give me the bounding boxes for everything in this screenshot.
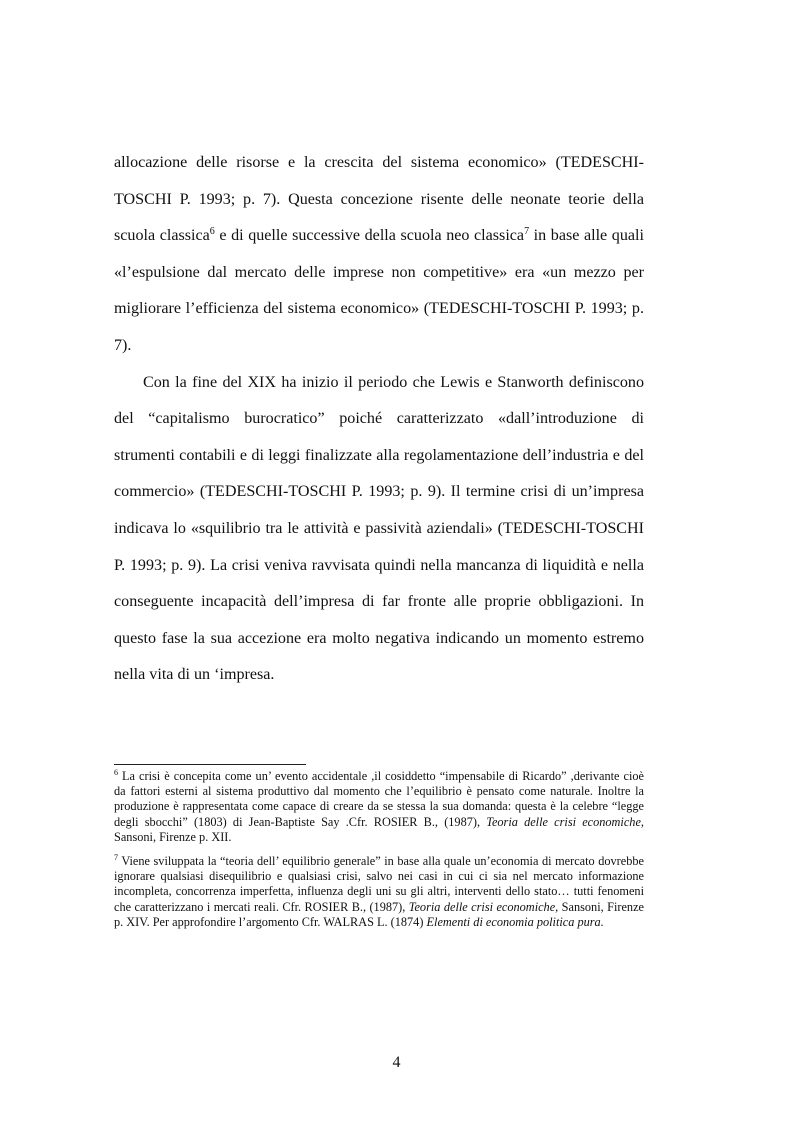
- paragraph-1-text-c: in base alle quali «l’espulsione dal mercato delle imprese non competitive» era «un mezzo per migliorare l’efficienza del sistema economico» (TEDESCHI-TOSCHI P. 1993; p. 7).: [114, 227, 644, 354]
- footnote-title: Teoria delle crisi economiche,: [486, 814, 644, 829]
- paragraph-1-text-a: allocazione delle risorse e la crescita del sistema economico» (TEDESCHI-TOSCHI P. 1993; p. 7). Questa concezione risente delle neonate teorie della scuola classica: [114, 154, 644, 245]
- page-number: 4: [392, 1054, 401, 1071]
- footnotes: [114, 769, 644, 939]
- footnote-separator: [114, 764, 306, 765]
- footnote-ref-7[interactable]: 7: [524, 226, 530, 238]
- body-text: [114, 145, 644, 694]
- paragraph-1: [114, 145, 644, 365]
- footnote-text: Sansoni, Firenze p. XII.: [114, 829, 232, 844]
- footnote-text: Viene sviluppata la “teoria dell’ equilibrio generale” in base alla quale un’economia di mercato dovrebbe ignorare qualsiasi disequilibrio e qualsiasi crisi, salvo nei casi in cui ci sia nel mercato informazione incompleta, concorrenza imperfetta, influenza degli uni su gli altri, interventi dello stato… tutti fenomeni che caratterizzano i mercati reali. Cfr. ROSIER B., (1987),: [114, 854, 644, 914]
- footnote-title: Teoria delle crisi economiche,: [408, 899, 559, 914]
- footnote-title: Elementi di economia politica pura.: [426, 914, 604, 929]
- footnote-7: [114, 854, 644, 930]
- footnote-text: Sansoni, Firenze p. XIV. Per approfondire l’argomento Cfr. WALRAS L. (1874): [114, 899, 644, 929]
- footnote-number: 7: [114, 853, 118, 863]
- footnote-text: La crisi è concepita come un’ evento accidentale ,il cosiddetto “impensabile di Ricardo” ,derivante cioè da fattori esterni al sistema produttivo dal momento che l’equilibrio è pensato come naturale. Inoltre la produzione è rappresentata come capace di creare da se stessa la sua domanda: questa è la celebre “legge degli sbocchi” (1803) di Jean-Baptiste Say .Cfr. ROSIER B., (1987),: [114, 769, 644, 829]
- footnote-ref-6[interactable]: 6: [209, 226, 215, 238]
- footnote-number: 6: [114, 768, 118, 777]
- footnote-6: [114, 769, 644, 845]
- paragraph-2: Con la fine del XIX ha inizio il periodo che Lewis e Stanworth definiscono del “capitalismo burocratico” poiché caratterizzato «dall’introduzione di strumenti contabili e di leggi finalizzate alla regolamentazione dell’industria e del commercio» (TEDESCHI-TOSCHI P. 1993; p. 9). Il termine crisi di un’impresa indicava lo «squilibrio tra le attività e passività aziendali» (TEDESCHI-TOSCHI P. 1993; p. 9). La crisi veniva ravvisata quindi nella mancanza di liquidità e nella conseguente incapacità dell’impresa di far fronte alle proprie obbligazioni. In questo fase la sua accezione era molto negativa indicando un momento estremo nella vita di un ‘impresa.: [114, 373, 644, 684]
- paragraph-1-text-b: e di quelle successive della scuola neo classica: [214, 227, 525, 245]
